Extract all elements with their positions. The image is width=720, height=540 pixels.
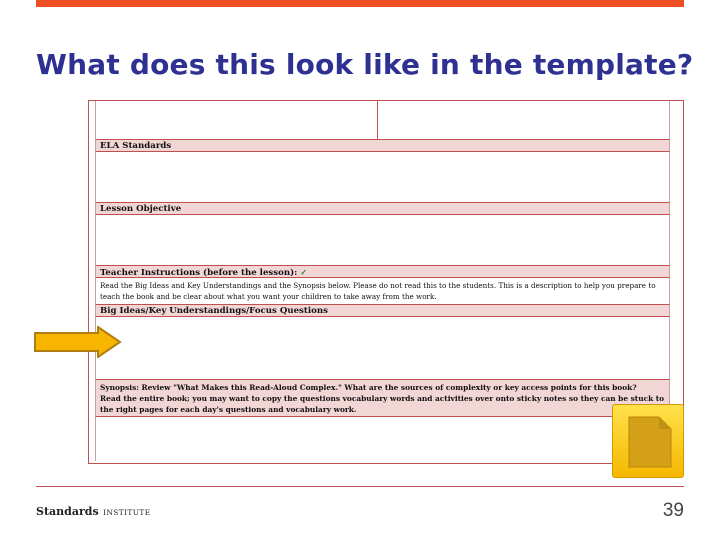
teacher-instructions-label: Teacher Instructions (before the lesson): <box>100 268 298 278</box>
synopsis-text <box>95 379 670 417</box>
standards-institute-logo <box>36 505 151 519</box>
check-mark-icon: ✓ <box>300 267 308 277</box>
lesson-objective-header: Lesson Objective <box>95 202 670 215</box>
teacher-instructions-text <box>95 278 670 304</box>
sticky-note-icon[interactable] <box>612 404 684 478</box>
big-ideas-body <box>95 317 670 379</box>
page-number: 39 <box>662 500 684 521</box>
document-icon <box>613 405 685 479</box>
lesson-template-image <box>88 100 684 464</box>
teacher-instructions-line-2: teach the book and be clear about what you want your children to take away from the work. <box>100 292 437 301</box>
top-accent-bar <box>36 0 684 7</box>
footer-divider <box>36 486 684 487</box>
lesson-objective-body <box>95 215 670 265</box>
teacher-instructions-header <box>95 265 670 278</box>
slide-title: What does this look like in the template? <box>36 48 694 81</box>
template-top-divider <box>377 101 378 139</box>
template-top-row <box>95 101 670 139</box>
big-ideas-header: Big Ideas/Key Understandings/Focus Questions <box>95 304 670 317</box>
teacher-instructions-line-1: Read the Big Ideas and Key Understandings and the Synopsis below. Please do not read this to the students. This is a description to help you prepare to <box>100 281 656 290</box>
synopsis-line-3: the right pages for each day's questions and vocabulary work. <box>100 405 357 414</box>
logo-part-2: INSTITUTE <box>103 508 151 517</box>
synopsis-body <box>95 417 670 461</box>
right-arrow-icon <box>34 326 122 358</box>
synopsis-line-1: Synopsis: Review "What Makes this Read-Aloud Complex." What are the sources of complexity or key access points for this book? <box>100 383 637 392</box>
ela-standards-header: ELA Standards <box>95 139 670 152</box>
synopsis-line-2: Read the entire book; you may want to copy the questions vocabulary words and activities over onto sticky notes so they can be stuck to <box>100 394 665 403</box>
logo-part-1: Standards <box>36 505 99 518</box>
ela-standards-body <box>95 152 670 202</box>
